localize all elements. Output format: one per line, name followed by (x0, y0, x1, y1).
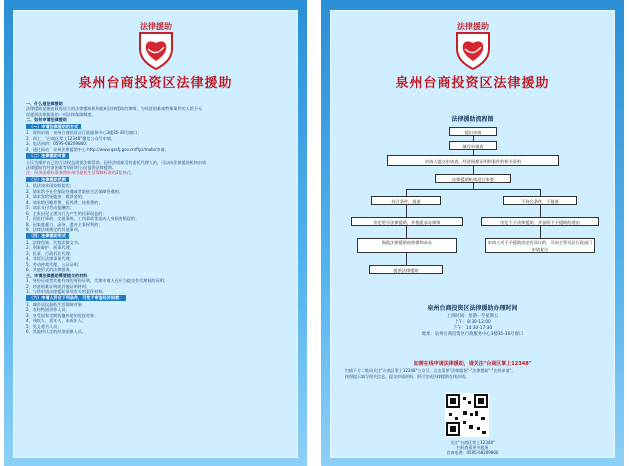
guide-line: 1、依法请求国家赔偿的； (26, 183, 74, 189)
flow-step-deny: 决定不予法律援助，并说明不予援助的理由 (481, 217, 599, 226)
guide-line (26, 152, 288, 159)
qr-caption-line: 咨询电理：0595-68209860 (446, 450, 499, 456)
right-poster-panel (330, 10, 615, 458)
flow-step-fill-form: 填写申请表 (449, 141, 497, 150)
qr-code[interactable] (445, 393, 489, 437)
guide-line: 1、法律咨询、代拟法律文书； (26, 239, 82, 245)
guide-line: 3、与所申请法律援助事项有关的案件材料。 (26, 288, 107, 294)
flow-arrow (540, 205, 541, 217)
guide-line: 2、农村特困供养人员； (26, 307, 70, 313)
guide-line: 7、因医疗事故、交通事故、工伤事故等造成人身损害赔偿的； (26, 216, 140, 222)
flow-arrow (406, 226, 407, 238)
page-title: 泉州台商投资区法律援助 (395, 76, 550, 91)
guide-line: 2、刑事辩护、刑事代理； (26, 245, 74, 251)
guide-line: 5、请求支付劳动报酬的； (26, 205, 74, 211)
legal-aid-logo (128, 21, 184, 71)
guide-line: 6、主张因见义勇为行为产生的民事权益的； (26, 210, 107, 216)
guide-line: 4、非诉讼法律事务代理； (26, 256, 74, 262)
guide-line: 2、经济困难证明或其他证明材料； (26, 283, 91, 289)
guide-line (26, 123, 288, 130)
guide-line (26, 294, 288, 301)
guide-line: 三、申请法律援助需要提交的材料 (26, 272, 88, 278)
guide-line: 9、法律法规规定的其他事项。 (26, 226, 82, 232)
guide-line: 4、残疾人、老年人、未成年人； (26, 318, 86, 324)
left-poster-panel (13, 10, 298, 458)
page-title: 泉州台商投资区法律援助 (78, 76, 233, 91)
qr-caption (331, 440, 614, 456)
guide-line: 法律援助是指由政府设立的法律援助机构组织法律援助的律师，为经济困难或特殊案件的人给予无 (26, 106, 203, 112)
flow-arrow (406, 253, 407, 265)
guide-line: 法律援助有经济困难等情形的公民提供法律援助。 (26, 164, 117, 170)
section-heading: （二）法律援助对象 (26, 153, 69, 158)
office-hours-line: 地址：泉州台商投资区行政服务中心3楼35-36号窗口 (421, 332, 524, 337)
guide-line: 6、其他经认定的经济困难人员。 (26, 329, 86, 335)
office-hours-title: 泉州台商投资区法律援助办理时间 (427, 305, 518, 312)
flow-step-review: 法律援助机构进行审查 (435, 174, 511, 183)
flow-step-grant: 决定给予法律援助，并指派承办律师 (351, 217, 463, 226)
guide-line: 3、民事、行政诉讼代理； (26, 250, 74, 256)
office-hours-line: 上班时间：星期一至星期五 (446, 314, 499, 319)
guide-line (26, 176, 288, 183)
guide-line: 3、享受国家定期抚恤补助的优抚对象； (26, 312, 99, 318)
legal-aid-guide-text (26, 101, 288, 335)
guide-line: 3、请求发给抚恤金、救济金的； (26, 194, 86, 200)
flow-arrow (540, 226, 541, 238)
guide-line: 2、网上："台商区掌上12348"微信公众号申请； (26, 135, 115, 141)
guide-line: 1、现场申请：泉州台商投资区行政服务中心3楼35-36号窗口； (26, 130, 142, 136)
wechat-apply-instructions (345, 368, 603, 379)
qr-caption-line: 关注"台商区掌上12348" (450, 440, 495, 445)
guide-line (26, 232, 288, 239)
guide-line: 4、请求给付赡养费、抚养费、扶养费的； (26, 199, 103, 205)
flow-step-submit: 申请人提交申请表、经济困难证明和案件的相关资料 (387, 155, 559, 166)
guide-line: 公民为维护自己的合法权益需要法律帮助，因经济困难没有委托代理人的，可以向法律援助机构申请 (26, 159, 207, 165)
guide-line: 8、因家庭暴力、虐待、遗弃主张权利的； (26, 221, 103, 227)
flow-branch-line (406, 189, 540, 190)
section-heading: （六）申请人符合下列条件，可免于审查经济困难： (26, 295, 126, 300)
section-heading: （四）法律援助形式 (26, 233, 69, 238)
qr-caption-line: 扫码查看更多服务 (456, 445, 489, 451)
flow-chart-title: 法律援助流程图 (451, 116, 494, 123)
guide-line: 2、请求给予社会保险待遇或者最低生活保障待遇的； (26, 188, 123, 194)
office-hours-line: 下午：14:30-17:30 (452, 326, 493, 331)
flow-arrow (473, 166, 474, 174)
office-hours-info (331, 314, 614, 338)
guide-line: 6、其他形式的法律服务。 (26, 267, 74, 273)
guide-line: 1、城乡居民最低生活保障对象； (26, 301, 86, 307)
guide-line: 5、劳动仲裁代理、公证证明； (26, 261, 82, 267)
flow-step-rejected: 不符合条件，不批准 (503, 196, 577, 205)
flow-arrow (406, 189, 407, 196)
guide-line: 4、通过网站：泉州法律援助中心 http://www.qzsfj.gov.cn/flyz/mobi/申请。 (26, 146, 169, 152)
flow-arrow (406, 205, 407, 217)
guide-line: 1、身份证或者其他有效的身份证明，代理申请人还应当提交有代理权的证明； (26, 278, 168, 284)
right-poster (321, 0, 624, 466)
flow-step-approved: 符合条件，批准 (371, 196, 441, 205)
section-heading: （三）法律援助范围 (26, 177, 69, 182)
instruction-line: 扫描下方二维码关注"台商区掌上12348"公众号，点击菜单"法律服务"-"法律援助"-"在线申请"， (345, 368, 516, 373)
flow-step-appeal: 申请人对不予援助决定有异议的，可向主管司法行政部门申请复议 (485, 238, 595, 253)
left-poster (4, 0, 307, 466)
legal-aid-logo (445, 21, 501, 71)
section-heading: （一）申请法律援助的方式 (26, 124, 81, 129)
guide-line: 5、见义勇为人员； (26, 323, 62, 329)
guide-line: 一、什么是法律援助 (26, 101, 63, 106)
flow-arrow (540, 189, 541, 196)
flow-step-provide-aid: 提供法律援助 (369, 265, 443, 274)
wechat-apply-title: 如需在线申请法律援助，请关注"台商区掌上12348" (413, 361, 532, 367)
guide-line: 3、电话预约：0595-68209860； (26, 141, 90, 147)
office-hours-line: 上午：8:30-12:00 (454, 320, 491, 325)
logo-text: 法律援助 (140, 22, 172, 31)
flow-step-assign-lawyer: 指派法律援助机构律师承办 (357, 238, 457, 253)
instruction-line: 按照提示填写相关信息，提交申请材料，即可完成法律援助在线申请。 (345, 373, 469, 379)
guide-line: 二、如何申请法律援助 (26, 117, 67, 123)
logo-text: 法律援助 (457, 22, 489, 31)
guide-line: 偿提供法律服务的一项法律保障制度。 (26, 111, 96, 117)
flow-step-apply: 提出申请 (449, 127, 497, 136)
qr-code-icon (445, 393, 489, 437)
guide-line: 注：经济困难标准参照泉州市最低生活保障标准的2倍执行。 (26, 170, 136, 176)
